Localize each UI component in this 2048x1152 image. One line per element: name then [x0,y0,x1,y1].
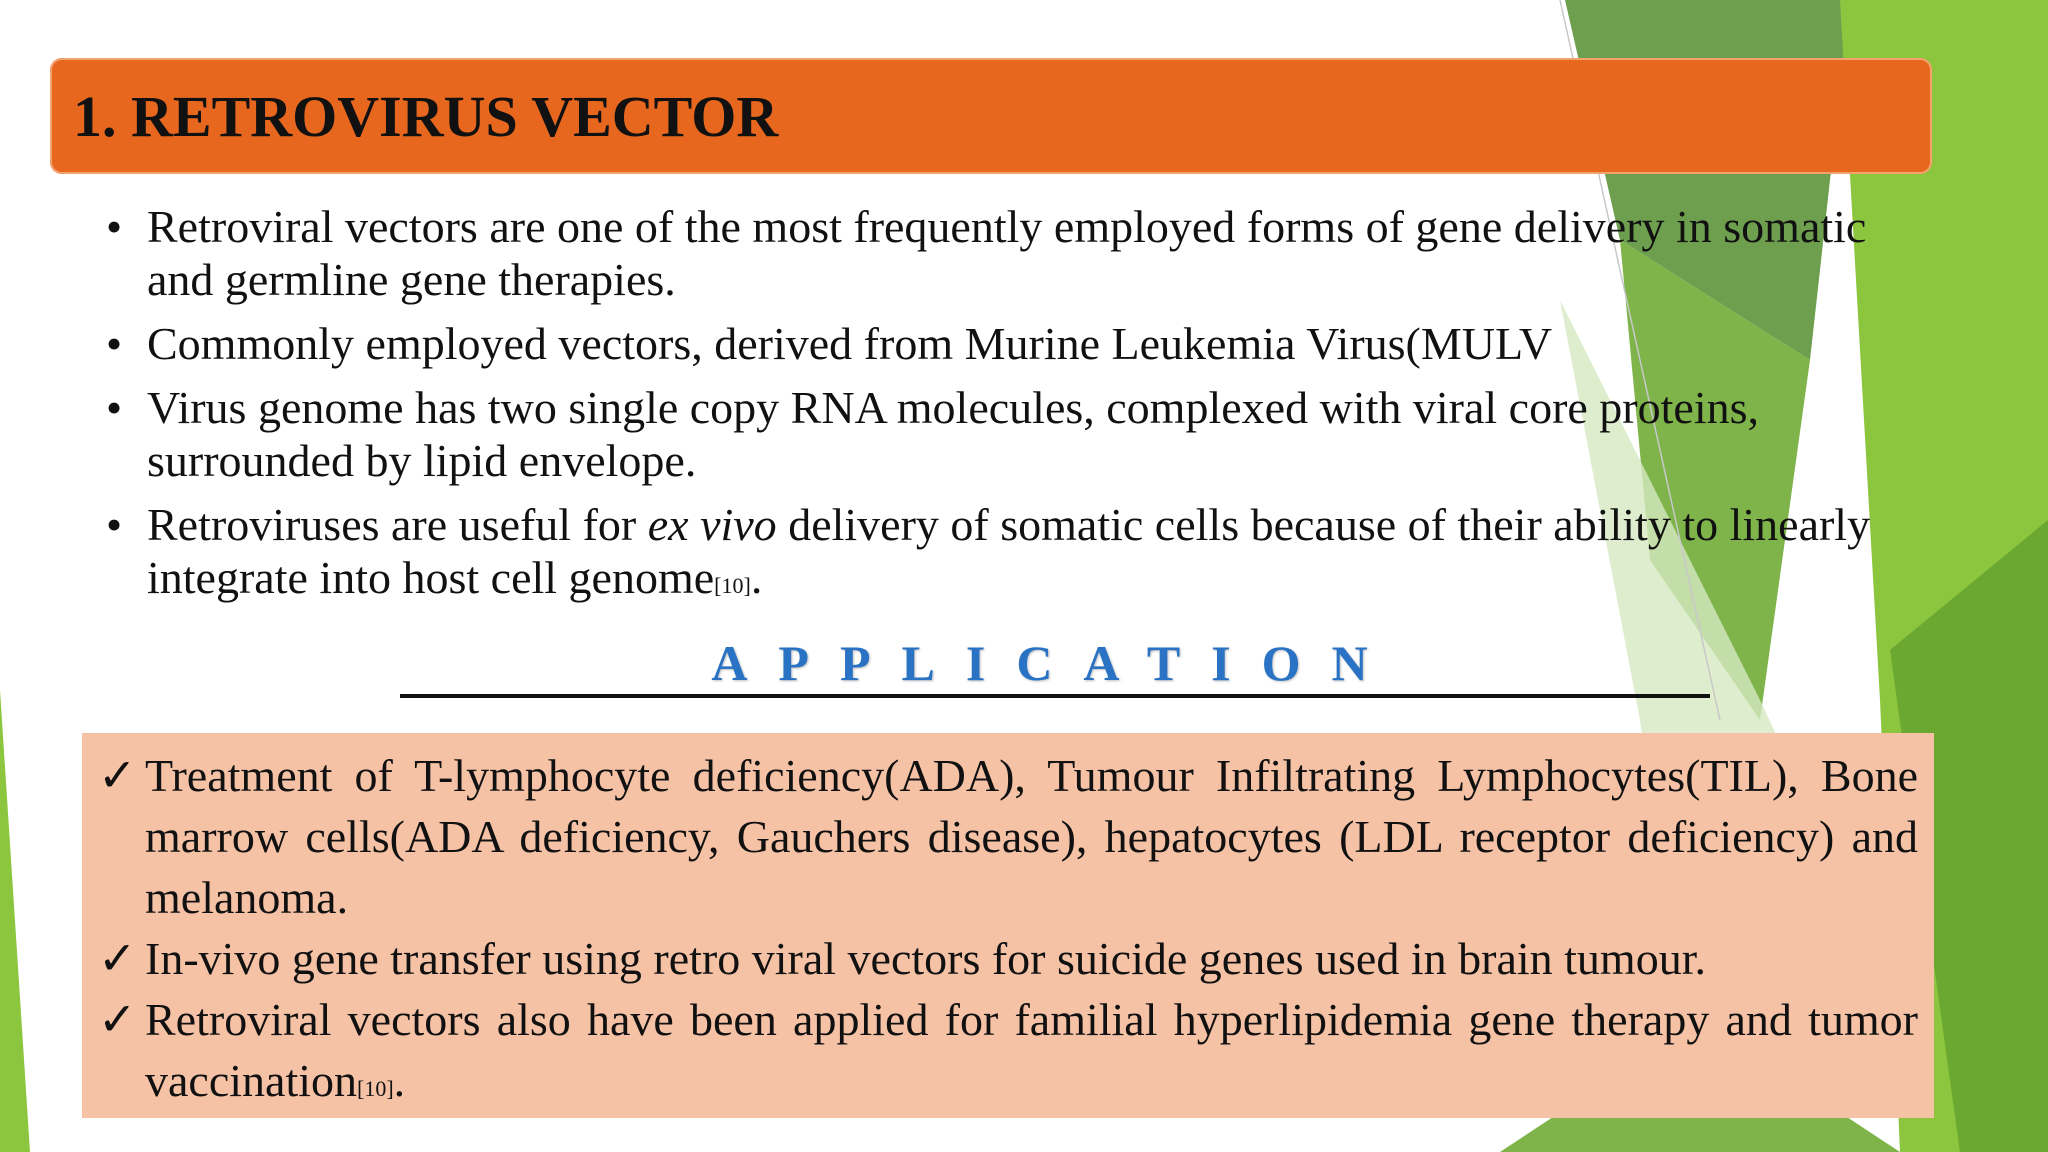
application-list [98,745,1918,1119]
bullet-dot: • [106,499,123,550]
application-heading [400,634,1710,698]
application-text: Retroviral vectors also have been applied for familial hyperlipidemia gene therapy and tumor vaccination [145,994,1918,1106]
bullet-list [106,200,1926,623]
application-item [98,989,1918,1119]
bullet-text-post: delivery of somatic cells because of their ability to linearly integrate into host cell genome [147,499,1871,603]
application-item [98,745,1918,928]
bullet-text: Retroviral vectors are one of the most frequently employed forms of gene delivery in somatic and germline gene therapies. [147,201,1867,305]
bullet-dot: • [106,201,123,252]
title-bar [50,58,1932,174]
application-heading-text: APPLICATION [711,635,1399,691]
application-text-end: . [393,1055,406,1106]
application-text: In-vivo gene transfer using retro viral vectors for suicide genes used in brain tumour. [145,933,1706,984]
slide-title: 1. RETROVIRUS VECTOR [73,83,779,149]
bullet-text-pre: Retroviruses are useful for [147,499,648,550]
bullet-dot: • [106,318,123,369]
bullet-item [106,381,1926,487]
bullet-item [106,200,1926,306]
checkmark-icon: ✓ [98,750,137,801]
bullet-text: Virus genome has two single copy RNA molecules, complexed with viral core proteins, surrounded by lipid envelope. [147,382,1759,486]
bullet-item [106,498,1926,612]
application-underline [400,694,1710,698]
bullet-text-italic: ex vivo [647,499,777,550]
bullet-item [106,317,1926,370]
application-text: Treatment of T-lymphocyte deficiency(ADA), Tumour Infiltrating Lymphocytes(TIL), Bone marrow cells(ADA deficiency, Gauchers disease), hepatocytes (LDL receptor deficiency) and melanoma. [145,750,1918,923]
bullet-text: Commonly employed vectors, derived from Murine Leukemia Virus(MULV [147,318,1553,369]
green-shard-left [0,690,30,1152]
checkmark-icon: ✓ [98,933,137,984]
reference-marker: [10] [357,1076,394,1101]
bullet-text-end: . [750,552,763,603]
bullet-dot: • [106,382,123,433]
application-item [98,928,1918,989]
application-box [82,733,1934,1118]
checkmark-icon: ✓ [98,994,137,1045]
reference-marker: [10] [714,573,751,598]
